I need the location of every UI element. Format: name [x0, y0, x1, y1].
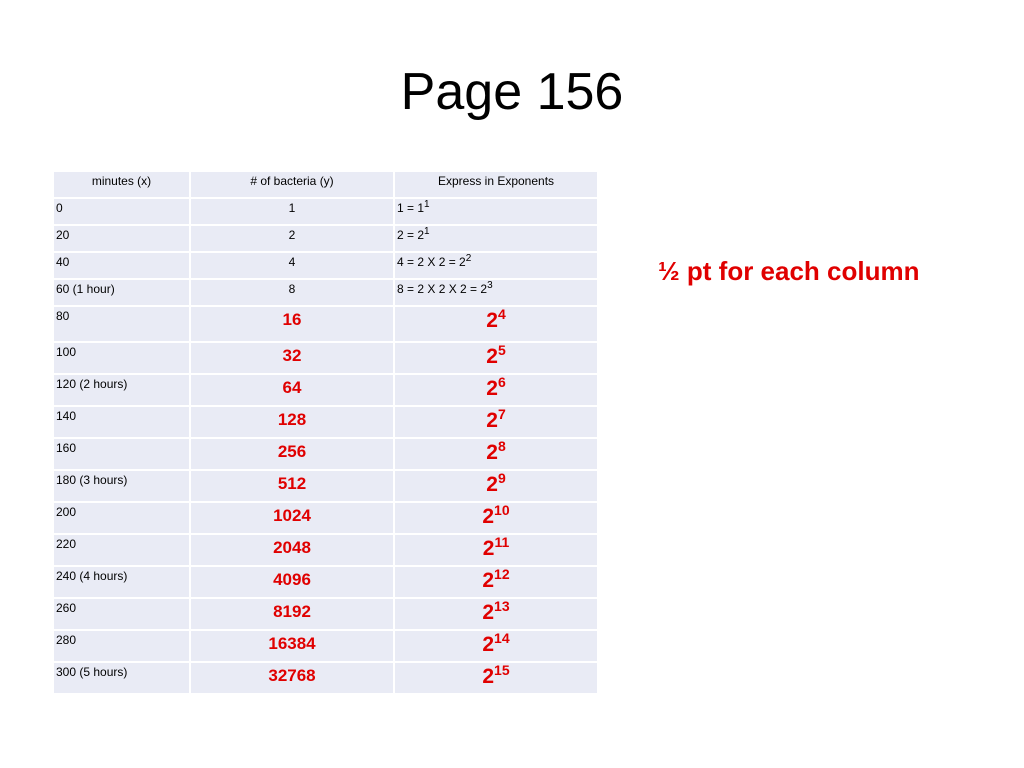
cell-minutes: 160: [53, 438, 190, 470]
exponent-power: 13: [494, 598, 510, 614]
cell-bacteria: 16: [190, 306, 394, 342]
cell-exponent: [394, 470, 598, 502]
cell-exponent: [394, 502, 598, 534]
table-row: [53, 225, 598, 252]
exponent-expression: 2 = 2: [397, 228, 425, 242]
cell-minutes: 100: [53, 342, 190, 374]
cell-minutes: 80: [53, 306, 190, 342]
exponent-power: 10: [494, 502, 510, 518]
exponent-base: 2: [482, 537, 495, 560]
page-title: Page 156: [400, 63, 624, 121]
table-row: [53, 279, 598, 306]
cell-minutes: 120 (2 hours): [53, 374, 190, 406]
table-row: [53, 406, 598, 438]
exponent-base: 2: [482, 665, 495, 688]
table-row: [53, 630, 598, 662]
exponent-base: 2: [486, 473, 498, 496]
exponent-power: 8: [497, 438, 506, 454]
exponent-base: 2: [486, 309, 498, 332]
cell-exponent: [394, 662, 598, 694]
cell-exponent: [394, 374, 598, 406]
table-row: [53, 342, 598, 374]
cell-minutes: 240 (4 hours): [53, 566, 190, 598]
cell-exponent: [394, 252, 598, 279]
cell-bacteria: 8: [190, 279, 394, 306]
cell-bacteria: 128: [190, 406, 394, 438]
cell-minutes: 20: [53, 225, 190, 252]
table-row: [53, 502, 598, 534]
cell-exponent: [394, 406, 598, 438]
cell-minutes: 0: [53, 198, 190, 225]
cell-minutes: 260: [53, 598, 190, 630]
table-row: [53, 198, 598, 225]
exponent-base: 2: [482, 505, 495, 528]
cell-bacteria: 2: [190, 225, 394, 252]
exponent-base: 2: [482, 569, 495, 592]
exponent-base: 2: [482, 633, 495, 656]
grading-note: ½ pt for each column: [658, 256, 920, 286]
table-header-row: [53, 171, 598, 198]
exponent-power: 7: [497, 406, 506, 422]
cell-exponent: [394, 342, 598, 374]
header-exponents: Express in Exponents: [394, 171, 598, 198]
exponent-power: 14: [494, 630, 510, 646]
exponent-base: 2: [486, 345, 498, 368]
exponent-power: 11: [494, 534, 510, 550]
cell-bacteria: 1: [190, 198, 394, 225]
cell-minutes: 140: [53, 406, 190, 438]
exponent-power: 1: [424, 226, 430, 237]
table-row: [53, 534, 598, 566]
table-row: [53, 566, 598, 598]
exponent-power: 4: [497, 306, 506, 322]
cell-minutes: 60 (1 hour): [53, 279, 190, 306]
cell-bacteria: 1024: [190, 502, 394, 534]
cell-bacteria: 32768: [190, 662, 394, 694]
table-row: [53, 598, 598, 630]
cell-bacteria: 64: [190, 374, 394, 406]
table-row: [53, 252, 598, 279]
cell-exponent: [394, 225, 598, 252]
exponent-base: 2: [482, 601, 495, 624]
cell-exponent: [394, 534, 598, 566]
exponent-base: 2: [486, 409, 498, 432]
exponent-power: 1: [424, 199, 430, 210]
cell-exponent: [394, 306, 598, 342]
cell-minutes: 220: [53, 534, 190, 566]
cell-exponent: [394, 598, 598, 630]
exponent-power: 6: [497, 374, 506, 390]
exponent-power: 12: [494, 566, 510, 582]
cell-bacteria: 8192: [190, 598, 394, 630]
exponent-expression: 1 = 1: [397, 201, 425, 215]
cell-exponent: [394, 438, 598, 470]
cell-bacteria: 512: [190, 470, 394, 502]
bacteria-table: [52, 170, 599, 695]
exponent-base: 2: [486, 441, 498, 464]
table-row: [53, 306, 598, 342]
cell-bacteria: 2048: [190, 534, 394, 566]
cell-minutes: 280: [53, 630, 190, 662]
cell-exponent: [394, 630, 598, 662]
cell-minutes: 40: [53, 252, 190, 279]
cell-minutes: 300 (5 hours): [53, 662, 190, 694]
exponent-expression: 8 = 2 X 2 X 2 = 2: [397, 282, 488, 296]
table-row: [53, 438, 598, 470]
cell-bacteria: 4: [190, 252, 394, 279]
exponent-power: 5: [497, 342, 506, 358]
cell-bacteria: 16384: [190, 630, 394, 662]
exponent-power: 3: [487, 280, 493, 291]
cell-bacteria: 256: [190, 438, 394, 470]
exponent-power: 15: [494, 662, 510, 678]
cell-minutes: 180 (3 hours): [53, 470, 190, 502]
header-minutes: minutes (x): [53, 171, 190, 198]
header-bacteria: # of bacteria (y): [190, 171, 394, 198]
cell-bacteria: 32: [190, 342, 394, 374]
cell-exponent: [394, 279, 598, 306]
cell-bacteria: 4096: [190, 566, 394, 598]
table-row: [53, 374, 598, 406]
table-row: [53, 470, 598, 502]
cell-minutes: 200: [53, 502, 190, 534]
exponent-power: 9: [497, 470, 506, 486]
cell-exponent: [394, 566, 598, 598]
exponent-base: 2: [486, 377, 498, 400]
exponent-power: 2: [465, 253, 472, 264]
cell-exponent: [394, 198, 598, 225]
exponent-expression: 4 = 2 X 2 = 2: [397, 255, 466, 269]
table-row: [53, 662, 598, 694]
